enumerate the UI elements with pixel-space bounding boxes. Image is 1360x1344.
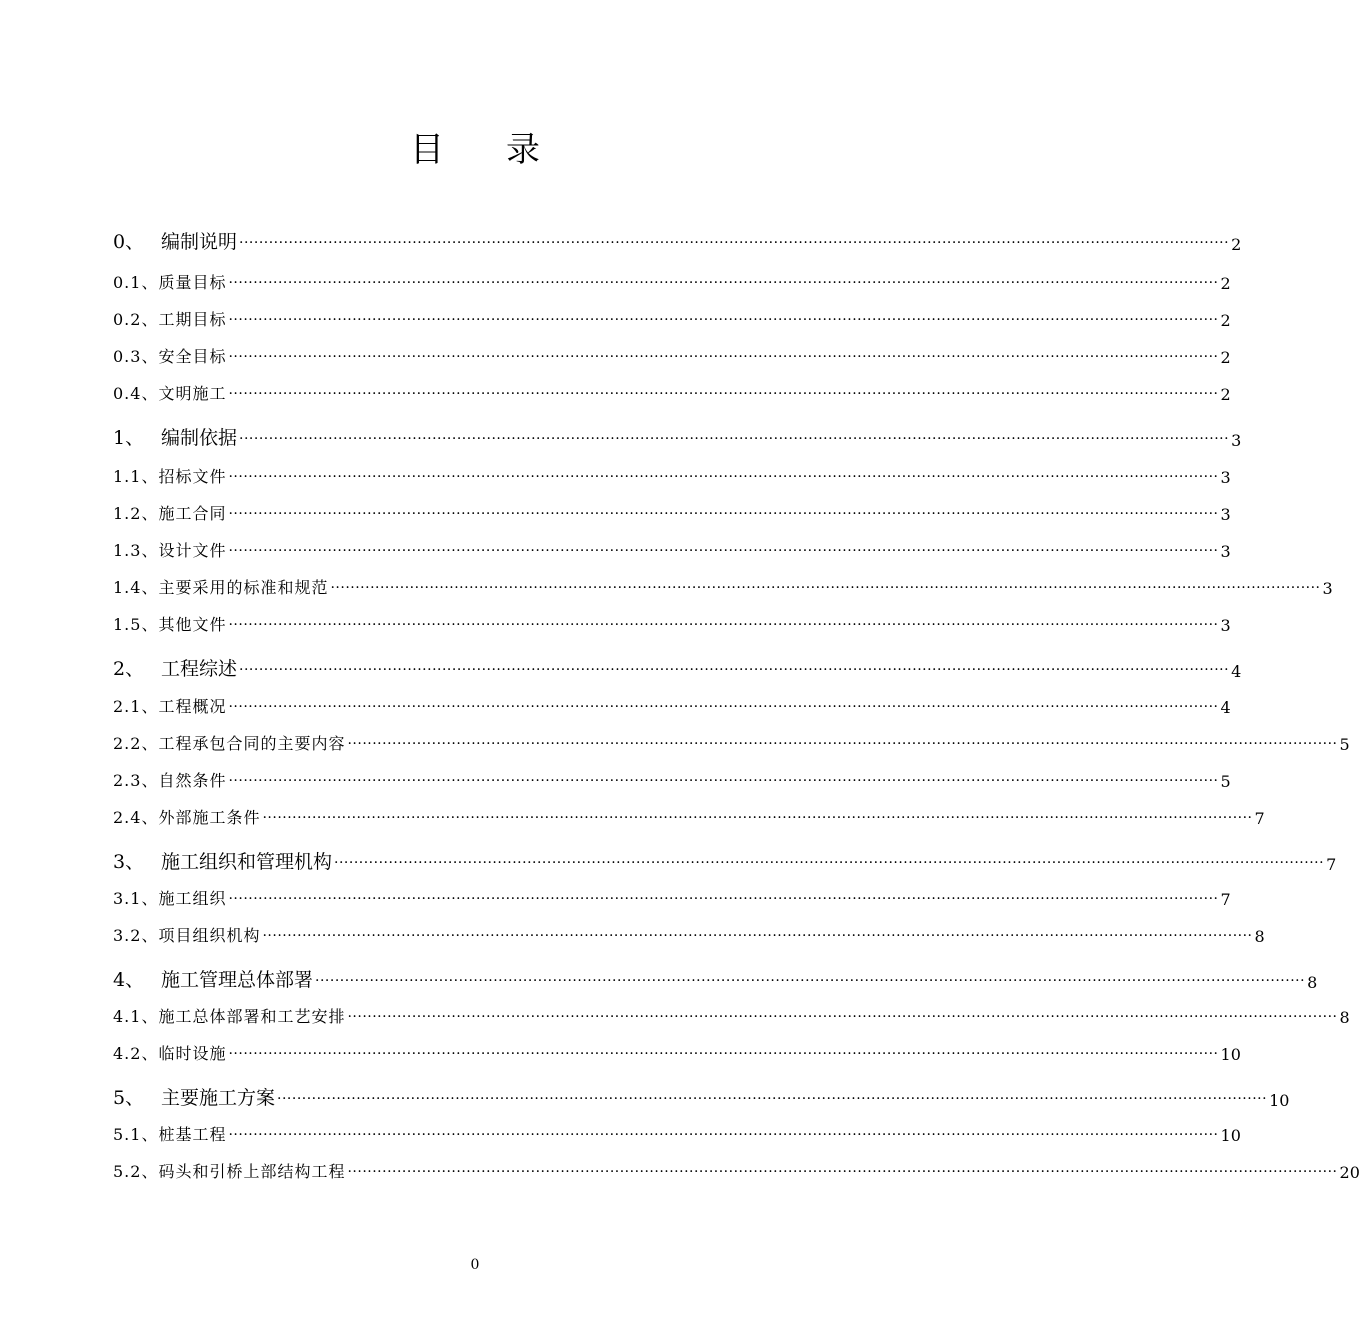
toc-leader-dots: ········································································································································································································ bbox=[228, 1046, 1219, 1062]
toc-leader-dots: ········································································································································································································ bbox=[239, 431, 1230, 447]
toc-entry-number: 0.4、 bbox=[113, 384, 159, 403]
toc-entry-title: 主要施工方案 bbox=[161, 1087, 276, 1109]
toc-entry-number: 5、 bbox=[113, 1087, 145, 1109]
toc-entry-subsection[interactable] bbox=[113, 465, 1231, 487]
toc-entry-title: 施工总体部署和工艺安排 bbox=[158, 1007, 346, 1026]
toc-entry-page-number: 8 bbox=[1339, 1008, 1350, 1027]
toc-title bbox=[0, 122, 950, 171]
toc-leader-dots: ········································································································································································································ bbox=[330, 580, 1321, 596]
toc-entry-subsection[interactable] bbox=[113, 345, 1231, 367]
toc-leader-dots: ········································································································································································································ bbox=[334, 855, 1325, 871]
toc-entry-subsection[interactable] bbox=[113, 271, 1231, 293]
toc-entry-number: 5.1、 bbox=[113, 1125, 159, 1144]
toc-entry-title: 施工合同 bbox=[158, 504, 227, 523]
toc-entry-subsection[interactable] bbox=[113, 806, 1265, 828]
toc-entry-subsection[interactable] bbox=[113, 887, 1231, 909]
toc-leader-dots: ········································································································································································································ bbox=[239, 662, 1230, 678]
toc-entry-page-number: 2 bbox=[1220, 385, 1231, 404]
toc-leader-dots: ········································································································································································································ bbox=[347, 736, 1338, 752]
toc-entry-section[interactable] bbox=[113, 848, 1337, 874]
toc-entry-subsection[interactable] bbox=[113, 1123, 1241, 1145]
toc-entry-number: 2.4、 bbox=[113, 808, 159, 827]
toc-leader-dots: ········································································································································································································ bbox=[228, 506, 1219, 522]
toc-leader-dots: ········································································································································································································ bbox=[228, 469, 1219, 485]
toc-entry-page-number: 10 bbox=[1220, 1045, 1241, 1064]
toc-leader-dots: ········································································································································································································ bbox=[228, 312, 1219, 328]
toc-entry-page-number: 8 bbox=[1307, 973, 1318, 992]
toc-entry-section[interactable] bbox=[113, 228, 1242, 254]
toc-entry-section[interactable] bbox=[113, 966, 1318, 992]
toc-entry-title: 工程概况 bbox=[158, 697, 227, 716]
toc-entry-title: 其他文件 bbox=[158, 615, 227, 634]
toc-entry-section[interactable] bbox=[113, 1084, 1290, 1110]
toc-leader-dots: ········································································································································································································ bbox=[228, 275, 1219, 291]
toc-entry-number: 1、 bbox=[113, 427, 145, 449]
toc-leader-dots: ········································································································································································································ bbox=[228, 699, 1219, 715]
toc-entry-number: 0.1、 bbox=[113, 273, 159, 292]
toc-leader-dots: ········································································································································································································ bbox=[228, 1127, 1219, 1143]
toc-entry-page-number: 3 bbox=[1220, 468, 1231, 487]
toc-entry-page-number: 3 bbox=[1220, 505, 1231, 524]
toc-leader-dots: ········································································································································································································ bbox=[239, 235, 1230, 251]
toc-entry-page-number: 2 bbox=[1220, 274, 1231, 293]
toc-entry-subsection[interactable] bbox=[113, 924, 1265, 946]
toc-entry-title: 工期目标 bbox=[158, 310, 227, 329]
toc-entry-subsection[interactable] bbox=[113, 1042, 1241, 1064]
toc-entry-number: 3.2、 bbox=[113, 926, 159, 945]
toc-entry-title: 施工组织和管理机构 bbox=[161, 851, 333, 873]
toc-entry-subsection[interactable] bbox=[113, 695, 1231, 717]
toc-entry-title: 编制说明 bbox=[161, 231, 238, 253]
toc-entry-page-number: 7 bbox=[1254, 809, 1265, 828]
toc-entry-title: 质量目标 bbox=[158, 273, 227, 292]
toc-entry-page-number: 3 bbox=[1220, 616, 1231, 635]
toc-leader-dots: ········································································································································································································ bbox=[228, 773, 1219, 789]
toc-entry-title: 项目组织机构 bbox=[158, 926, 261, 945]
toc-entry-number: 1.1、 bbox=[113, 467, 159, 486]
toc-entry-title: 施工管理总体部署 bbox=[161, 969, 314, 991]
toc-entry-subsection[interactable] bbox=[113, 613, 1231, 635]
toc-entry-title: 编制依据 bbox=[161, 427, 238, 449]
page-footer-number: 0 bbox=[470, 1257, 480, 1273]
toc-entry-number: 2、 bbox=[113, 658, 145, 680]
toc-entry-title: 外部施工条件 bbox=[158, 808, 261, 827]
toc-entry-page-number: 10 bbox=[1269, 1091, 1290, 1110]
toc-title-char-1: 目 bbox=[410, 130, 444, 170]
toc-entry-number: 0、 bbox=[113, 231, 145, 253]
toc-leader-dots: ········································································································································································································ bbox=[228, 349, 1219, 365]
toc-leader-dots: ········································································································································································································ bbox=[347, 1164, 1338, 1180]
toc-entry-page-number: 2 bbox=[1220, 311, 1231, 330]
toc-title-char-2: 录 bbox=[506, 130, 540, 170]
toc-entry-number: 1.5、 bbox=[113, 615, 159, 634]
toc-entry-number: 2.1、 bbox=[113, 697, 159, 716]
toc-entry-title: 文明施工 bbox=[158, 384, 227, 403]
toc-leader-dots: ········································································································································································································ bbox=[315, 973, 1306, 989]
toc-leader-dots: ········································································································································································································ bbox=[228, 617, 1219, 633]
toc-entry-number: 1.4、 bbox=[113, 578, 159, 597]
toc-entry-number: 5.2、 bbox=[113, 1162, 159, 1181]
toc-entry-page-number: 5 bbox=[1339, 735, 1350, 754]
toc-entry-section[interactable] bbox=[113, 655, 1242, 681]
toc-entry-page-number: 20 bbox=[1339, 1163, 1360, 1182]
toc-entry-title: 码头和引桥上部结构工程 bbox=[158, 1162, 346, 1181]
toc-entry-subsection[interactable] bbox=[113, 732, 1350, 754]
toc-entry-subsection[interactable] bbox=[113, 769, 1231, 791]
toc-entry-number: 3.1、 bbox=[113, 889, 159, 908]
toc-leader-dots: ········································································································································································································ bbox=[228, 543, 1219, 559]
toc-entry-subsection[interactable] bbox=[113, 308, 1231, 330]
toc-entry-page-number: 2 bbox=[1220, 348, 1231, 367]
toc-entry-title: 自然条件 bbox=[158, 771, 227, 790]
toc-entry-number: 0.3、 bbox=[113, 347, 159, 366]
toc-entry-number: 4.2、 bbox=[113, 1044, 159, 1063]
toc-entry-page-number: 8 bbox=[1254, 927, 1265, 946]
toc-entry-number: 4.1、 bbox=[113, 1007, 159, 1026]
toc-entry-number: 1.2、 bbox=[113, 504, 159, 523]
toc-entry-page-number: 7 bbox=[1326, 855, 1337, 874]
toc-entry-title: 招标文件 bbox=[158, 467, 227, 486]
toc-entry-page-number: 10 bbox=[1220, 1126, 1241, 1145]
toc-entry-page-number: 3 bbox=[1231, 431, 1242, 450]
toc-entry-title: 工程综述 bbox=[161, 658, 238, 680]
toc-entry-page-number: 4 bbox=[1231, 662, 1242, 681]
toc-entry-section[interactable] bbox=[113, 424, 1242, 450]
toc-entry-title: 施工组织 bbox=[158, 889, 227, 908]
toc-entry-title: 安全目标 bbox=[158, 347, 227, 366]
toc-entry-number: 3、 bbox=[113, 851, 145, 873]
toc-leader-dots: ········································································································································································································ bbox=[262, 928, 1253, 944]
toc-entry-page-number: 7 bbox=[1220, 890, 1231, 909]
toc-entry-subsection[interactable] bbox=[113, 382, 1231, 404]
toc-entry-subsection[interactable] bbox=[113, 539, 1231, 561]
toc-entry-number: 2.2、 bbox=[113, 734, 159, 753]
toc-entry-subsection[interactable] bbox=[113, 1160, 1360, 1182]
toc-entry-number: 0.2、 bbox=[113, 310, 159, 329]
toc-entry-page-number: 4 bbox=[1220, 698, 1231, 717]
toc-entry-title: 桩基工程 bbox=[158, 1125, 227, 1144]
toc-entry-page-number: 2 bbox=[1231, 235, 1242, 254]
toc-entry-subsection[interactable] bbox=[113, 502, 1231, 524]
toc-entry-title: 设计文件 bbox=[158, 541, 227, 560]
toc-entry-number: 4、 bbox=[113, 969, 145, 991]
toc-leader-dots: ········································································································································································································ bbox=[347, 1009, 1338, 1025]
toc-entry-title: 工程承包合同的主要内容 bbox=[158, 734, 346, 753]
toc-entry-number: 1.3、 bbox=[113, 541, 159, 560]
toc-entry-page-number: 5 bbox=[1220, 772, 1231, 791]
toc-entry-page-number: 3 bbox=[1322, 579, 1333, 598]
toc-entry-subsection[interactable] bbox=[113, 576, 1333, 598]
toc-entry-page-number: 3 bbox=[1220, 542, 1231, 561]
toc-leader-dots: ········································································································································································································ bbox=[228, 386, 1219, 402]
toc-entry-number: 2.3、 bbox=[113, 771, 159, 790]
toc-leader-dots: ········································································································································································································ bbox=[262, 810, 1253, 826]
toc-entry-title: 临时设施 bbox=[158, 1044, 227, 1063]
toc-leader-dots: ········································································································································································································ bbox=[228, 891, 1219, 907]
toc-entry-title: 主要采用的标准和规范 bbox=[158, 578, 329, 597]
toc-entry-subsection[interactable] bbox=[113, 1005, 1350, 1027]
toc-leader-dots: ········································································································································································································ bbox=[277, 1091, 1268, 1107]
